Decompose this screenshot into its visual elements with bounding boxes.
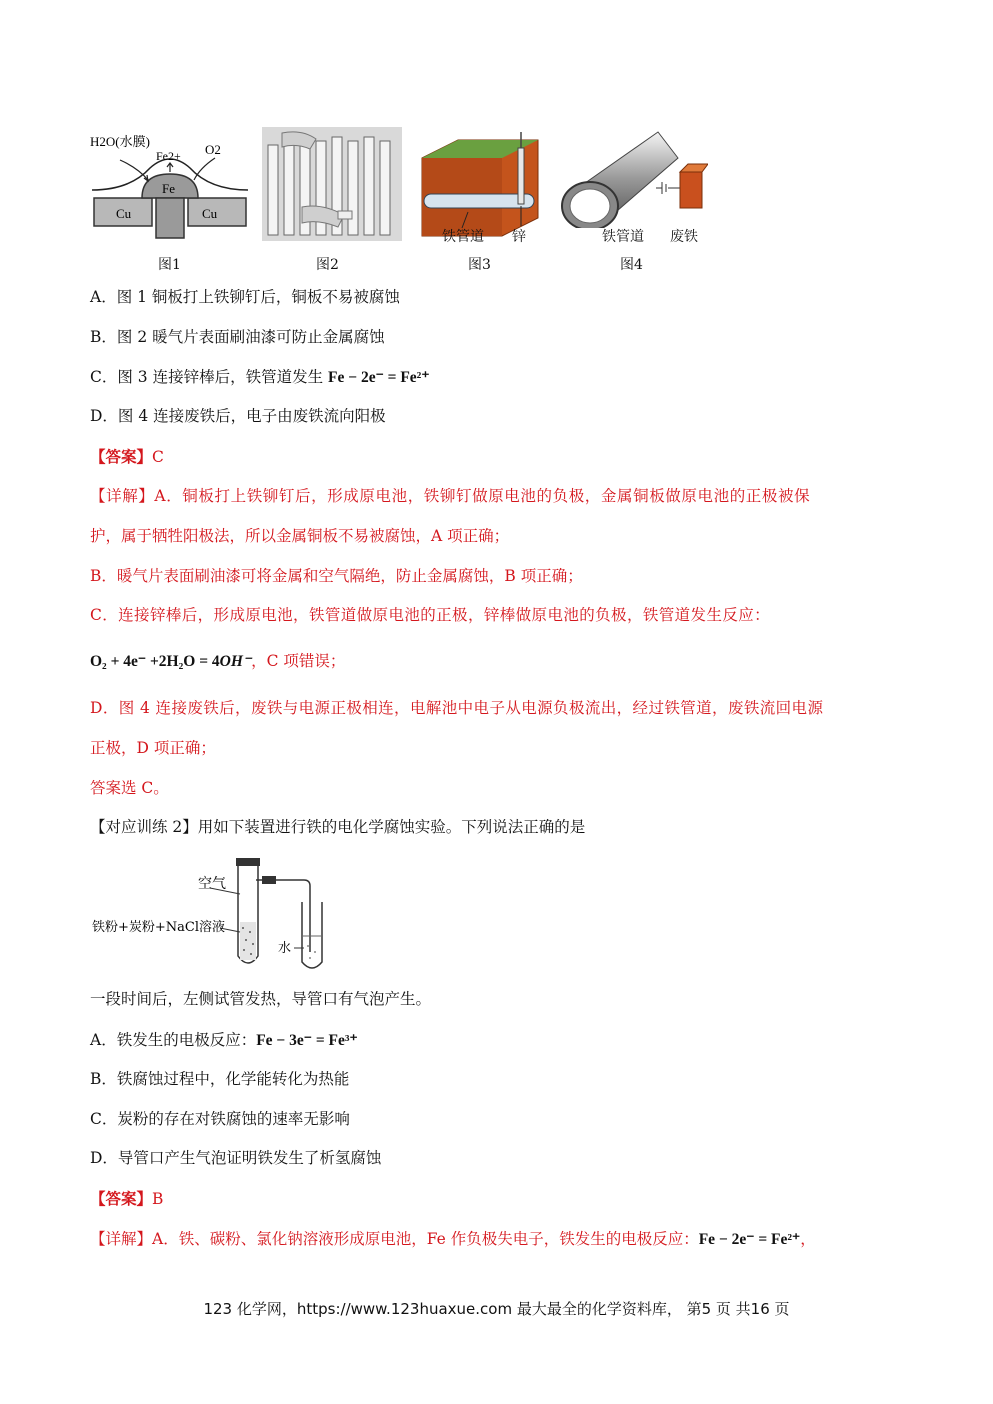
q1-detail-1: 【详解】A．铜板打上铁铆钉后，形成原电池，铁铆钉做原电池的负极，金属铜板做原电池的正极被保 xyxy=(90,487,811,505)
svg-text:铁粉+炭粉+NaCl溶液: 铁粉+炭粉+NaCl溶液 xyxy=(92,920,226,935)
fig4-label-pipe: 铁管道 xyxy=(602,229,644,245)
fig4-caption: 图4 xyxy=(620,257,643,273)
q1-option-c-text: C．图 3 连接锌棒后，铁管道发生 xyxy=(90,368,324,386)
fe-rivet-shank xyxy=(156,198,184,238)
q1-detail-3: B．暖气片表面刷油漆可将金属和空气隔绝，防止金属腐蚀，B 项正确； xyxy=(90,567,583,585)
scrap-iron xyxy=(680,172,702,208)
svg-text:水: 水 xyxy=(278,941,292,956)
q1-detail-5-text: ，C 项错误； xyxy=(251,652,346,670)
page-footer: 123 化学网，https://www.123huaxue.com 最大最全的化学资料库， 第5 页 共16 页 xyxy=(203,1300,790,1318)
svg-text:Cu: Cu xyxy=(116,206,132,221)
svg-text:空气: 空气 xyxy=(198,876,226,892)
q2-answer-label: 【答案】 xyxy=(90,1189,153,1208)
fig4-pipe-scrap xyxy=(558,128,708,228)
q2-answer-value: B xyxy=(152,1190,164,1208)
q1-detail-4: C．连接锌棒后，形成原电池，铁管道做原电池的正极，锌棒做原电池的负极，铁管道发生反应： xyxy=(90,606,771,624)
q1-option-c-equation: Fe − 2e⁻ = Fe²⁺ xyxy=(328,369,430,386)
q2-detail-1-text: 【详解】A．铁、碳粉、氯化钠溶液形成原电池，Fe 作负极失电子，铁发生的电极反应： xyxy=(90,1230,699,1248)
q1-detail-2: 护，属于牺牲阳极法，所以金属铜板不易被腐蚀，A 项正确； xyxy=(90,527,510,545)
svg-text:Cu: Cu xyxy=(202,206,218,221)
q1-answer-label: 【答案】 xyxy=(90,447,153,466)
svg-text:Fe2+: Fe2+ xyxy=(156,149,181,163)
q2-title: 【对应训练 2】用如下装置进行铁的电化学腐蚀实验。下列说法正确的是 xyxy=(90,818,586,836)
right-test-tube xyxy=(302,902,322,968)
q1-detail-5-oh: OH⁻ xyxy=(219,653,252,670)
q2-option-c: C．炭粉的存在对铁腐蚀的速率无影响 xyxy=(90,1110,350,1128)
fig2-radiator-photo xyxy=(262,127,402,241)
q2-detail-1-equation: Fe − 2e⁻ = Fe²⁺ xyxy=(698,1231,801,1248)
fig4-label-scrap: 废铁 xyxy=(670,229,698,245)
q2-answer xyxy=(90,1189,163,1209)
fig1-caption: 图1 xyxy=(158,257,181,273)
q2-detail-1-end: ， xyxy=(800,1230,816,1248)
q1-answer-value: C xyxy=(152,448,164,466)
q1-option-a: A．图 1 铜板打上铁铆钉后，铜板不易被腐蚀 xyxy=(90,288,400,306)
q1-option-d: D．图 4 连接废铁后，电子由废铁流向阳极 xyxy=(90,407,386,425)
fig1-rivet-diagram xyxy=(90,128,250,243)
q1-detail-8: 答案选 C。 xyxy=(90,779,169,797)
stopper xyxy=(236,858,260,866)
q1-answer xyxy=(90,447,164,467)
q2-option-b: B．铁腐蚀过程中，化学能转化为热能 xyxy=(90,1070,350,1088)
zinc-rod xyxy=(518,148,524,204)
svg-text:O2: O2 xyxy=(205,142,221,157)
fig2-caption: 图2 xyxy=(316,257,339,273)
svg-text:H2O(水膜): H2O(水膜) xyxy=(90,134,150,149)
svg-text:Fe: Fe xyxy=(162,181,175,196)
q1-detail-5 xyxy=(90,651,345,672)
fig3-caption: 图3 xyxy=(468,257,491,273)
q2-option-a xyxy=(90,1030,358,1051)
q2-apparatus-diagram xyxy=(90,852,330,974)
q2-detail-1 xyxy=(90,1229,816,1250)
q1-option-b: B．图 2 暖气片表面刷油漆可防止金属腐蚀 xyxy=(90,328,385,346)
q2-option-a-text: A．铁发生的电极反应： xyxy=(90,1031,257,1049)
q2-option-d: D．导管口产生气泡证明铁发生了析氢腐蚀 xyxy=(90,1149,382,1167)
q1-detail-6: D．图 4 连接废铁后，废铁与电源正极相连，电解池中电子从电源负极流出，经过铁管道，废铁流回电源 xyxy=(90,699,824,717)
fig3-label-pipe: 铁管道 xyxy=(442,229,484,245)
q1-detail-5-equation: O₂ + 4e⁻ +2H₂O = 4 xyxy=(90,653,220,670)
q2-option-a-equation: Fe − 3e⁻ = Fe³⁺ xyxy=(256,1032,358,1049)
q1-option-c xyxy=(90,367,430,388)
q1-detail-7: 正极，D 项正确； xyxy=(90,739,216,757)
paint-brush xyxy=(338,211,352,219)
q2-intro: 一段时间后，左侧试管发热，导管口有气泡产生。 xyxy=(90,990,432,1008)
fig3-label-zinc: 锌 xyxy=(512,229,526,245)
